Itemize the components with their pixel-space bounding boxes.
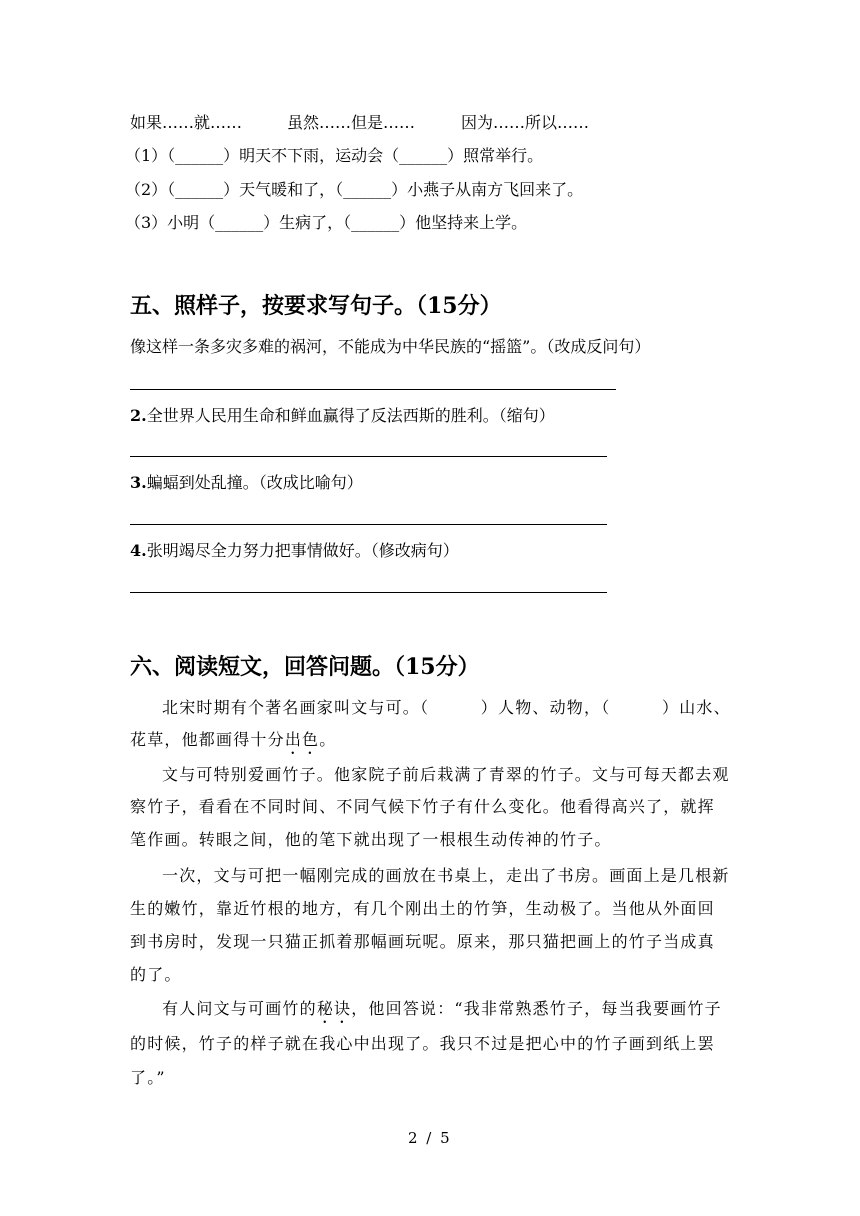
passage-line: 笔作画。转眼之间，他的笔下就出现了一根根生动传神的竹子。 <box>130 830 612 849</box>
answer-line-3 <box>130 524 607 525</box>
section5-question-3 <box>130 473 363 493</box>
passage-line: 到书房时，发现一只猫正抓着那幅画玩呢。原来，那只猫把画上的竹子当成真 <box>130 932 715 951</box>
question-number: 3. <box>130 473 147 492</box>
passage-line <box>130 730 336 758</box>
emphasized-word: 出色 <box>284 730 320 749</box>
passage-text: 有人问文与可画竹的 <box>162 999 317 1018</box>
passage-text: 。 <box>319 730 337 749</box>
passage-line: 的时候，竹子的样子就在我心中出现了。我只不过是把心中的竹子画到纸上罢 <box>130 1034 715 1053</box>
passage-text: 花草，他都画得十分 <box>130 730 285 749</box>
answer-line-1 <box>130 389 616 390</box>
passage-line: 文与可特别爱画竹子。他家院子前后栽满了青翠的竹子。文与可每天都去观 <box>162 765 730 784</box>
question-text: 全世界人民用生命和鲜血赢得了反法西斯的胜利。（缩句） <box>146 406 555 425</box>
question-text: 蝙蝠到处乱撞。（改成比喻句） <box>146 473 363 492</box>
answer-line-2 <box>130 456 607 457</box>
question-number: 4. <box>130 541 147 560</box>
section5-question-4 <box>130 541 459 561</box>
page-number: 2 / 5 <box>408 1129 452 1147</box>
conjunction-option-1: 如果……就…… <box>130 113 243 132</box>
section5-heading: 五、照样子，按要求写句子。（15分） <box>130 293 502 319</box>
passage-line: 生的嫩竹，靠近竹根的地方，有几个刚出土的竹笋，生动极了。当他从外面回 <box>130 899 715 918</box>
section6-heading: 六、阅读短文，回答问题。（15分） <box>130 654 480 680</box>
passage-line: 了。” <box>130 1068 166 1087</box>
section5-question-1: 像这样一条多灾多难的祸河，不能成为中华民族的“摇篮”。（改成反问句） <box>130 337 651 356</box>
fill-sentence-2: （2）（______）天气暖和了，（______）小燕子从南方飞回来了。 <box>125 180 584 199</box>
passage-line <box>162 999 722 1027</box>
answer-line-4 <box>130 592 607 593</box>
passage-line: 察竹子，看看在不同时间、不同气候下竹子有什么变化。他看得高兴了，就挥 <box>130 797 715 816</box>
conjunction-option-3: 因为……所以…… <box>461 113 590 132</box>
passage-line: 的了。 <box>130 965 182 984</box>
passage-text: ，他回答说：“我非常熟悉竹子，每当我要画竹子 <box>351 999 722 1018</box>
fill-sentence-1: （1）（______）明天不下雨，运动会（______）照常举行。 <box>125 146 544 165</box>
emphasized-word: 秘诀 <box>316 999 352 1018</box>
passage-line: 一次，文与可把一幅刚完成的画放在书桌上，走出了书房。画面上是几根新 <box>162 866 730 885</box>
conjunction-option-2: 虽然……但是…… <box>287 113 416 132</box>
passage-line: 北宋时期有个著名画家叫文与可。（ ）人物、动物，（ ）山水、 <box>162 698 731 717</box>
question-text: 张明竭尽全力努力把事情做好。（修改病句） <box>146 541 459 560</box>
fill-sentence-3: （3）小明（______）生病了，（______）他坚持来上学。 <box>125 213 528 232</box>
question-number: 2. <box>130 406 147 425</box>
section5-question-2 <box>130 406 555 426</box>
